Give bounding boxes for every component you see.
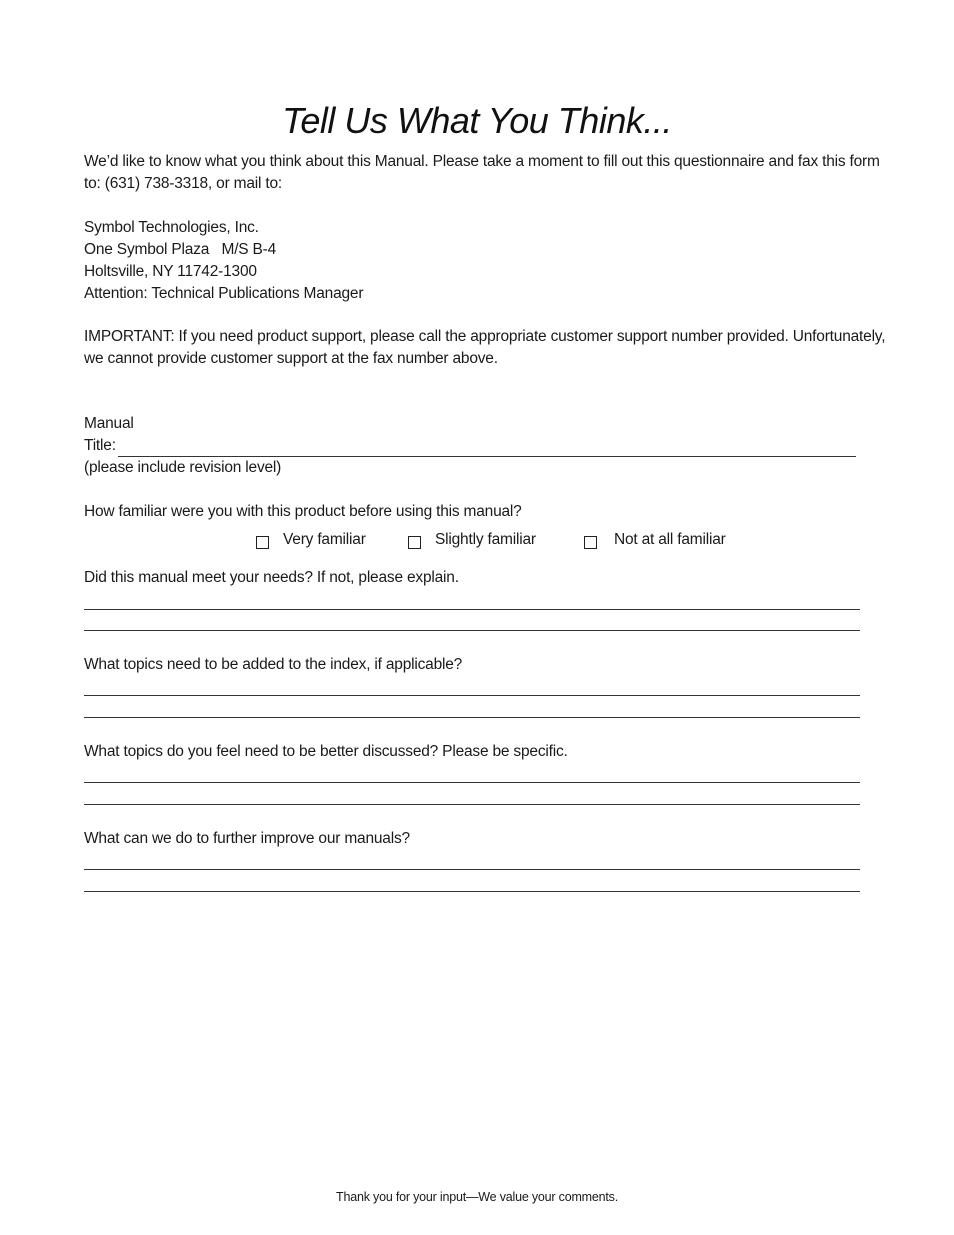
answer-line[interactable] <box>84 695 860 696</box>
question-index-topics: What topics need to be added to the index, if applicable? <box>84 656 463 673</box>
answer-line[interactable] <box>84 891 860 892</box>
question-needs: Did this manual meet your needs? If not, please explain. <box>84 569 459 586</box>
question-improve-manuals: What can we do to further improve our manuals? <box>84 830 410 847</box>
answer-line[interactable] <box>84 869 860 870</box>
option-label: Not at all familiar <box>614 531 726 548</box>
option-slightly-familiar[interactable] <box>408 529 536 551</box>
option-label: Very familiar <box>283 531 366 548</box>
address-line-company: Symbol Technologies, Inc. <box>84 219 259 236</box>
manual-title-note: (please include revision level) <box>84 459 282 476</box>
page-title: Tell Us What You Think... <box>282 100 672 141</box>
checkbox-icon[interactable] <box>256 536 269 549</box>
option-very-familiar[interactable] <box>256 529 366 551</box>
answer-line[interactable] <box>84 782 860 783</box>
answer-line[interactable] <box>84 804 860 805</box>
address-line-city: Holtsville, NY 11742-1300 <box>84 263 257 280</box>
important-notice: IMPORTANT: If you need product support, please call the appropriate customer support number provided. Unfortunately, we cannot provide customer support at the fax number above. <box>84 328 886 367</box>
checkbox-icon[interactable] <box>584 536 597 549</box>
familiarity-question: How familiar were you with this product before using this manual? <box>84 503 522 520</box>
manual-title-label-line2: Title: <box>84 437 116 454</box>
intro-paragraph: We’d like to know what you think about this Manual. Please take a moment to fill out this questionnaire and fax this form to: (631) 738-3318, or mail to: <box>84 153 880 192</box>
option-label: Slightly familiar <box>435 531 536 548</box>
footer-thanks: Thank you for your input—We value your comments. <box>336 1190 618 1204</box>
address-line-attention: Attention: Technical Publications Manager <box>84 285 364 302</box>
answer-line[interactable] <box>84 630 860 631</box>
answer-line[interactable] <box>84 717 860 718</box>
question-better-discussed: What topics do you feel need to be better discussed? Please be specific. <box>84 743 568 760</box>
answer-line[interactable] <box>84 609 860 610</box>
manual-title-label-line1: Manual <box>84 415 134 432</box>
option-not-at-all-familiar[interactable] <box>584 529 726 551</box>
checkbox-icon[interactable] <box>408 536 421 549</box>
address-line-street: One Symbol Plaza M/S B-4 <box>84 241 277 258</box>
